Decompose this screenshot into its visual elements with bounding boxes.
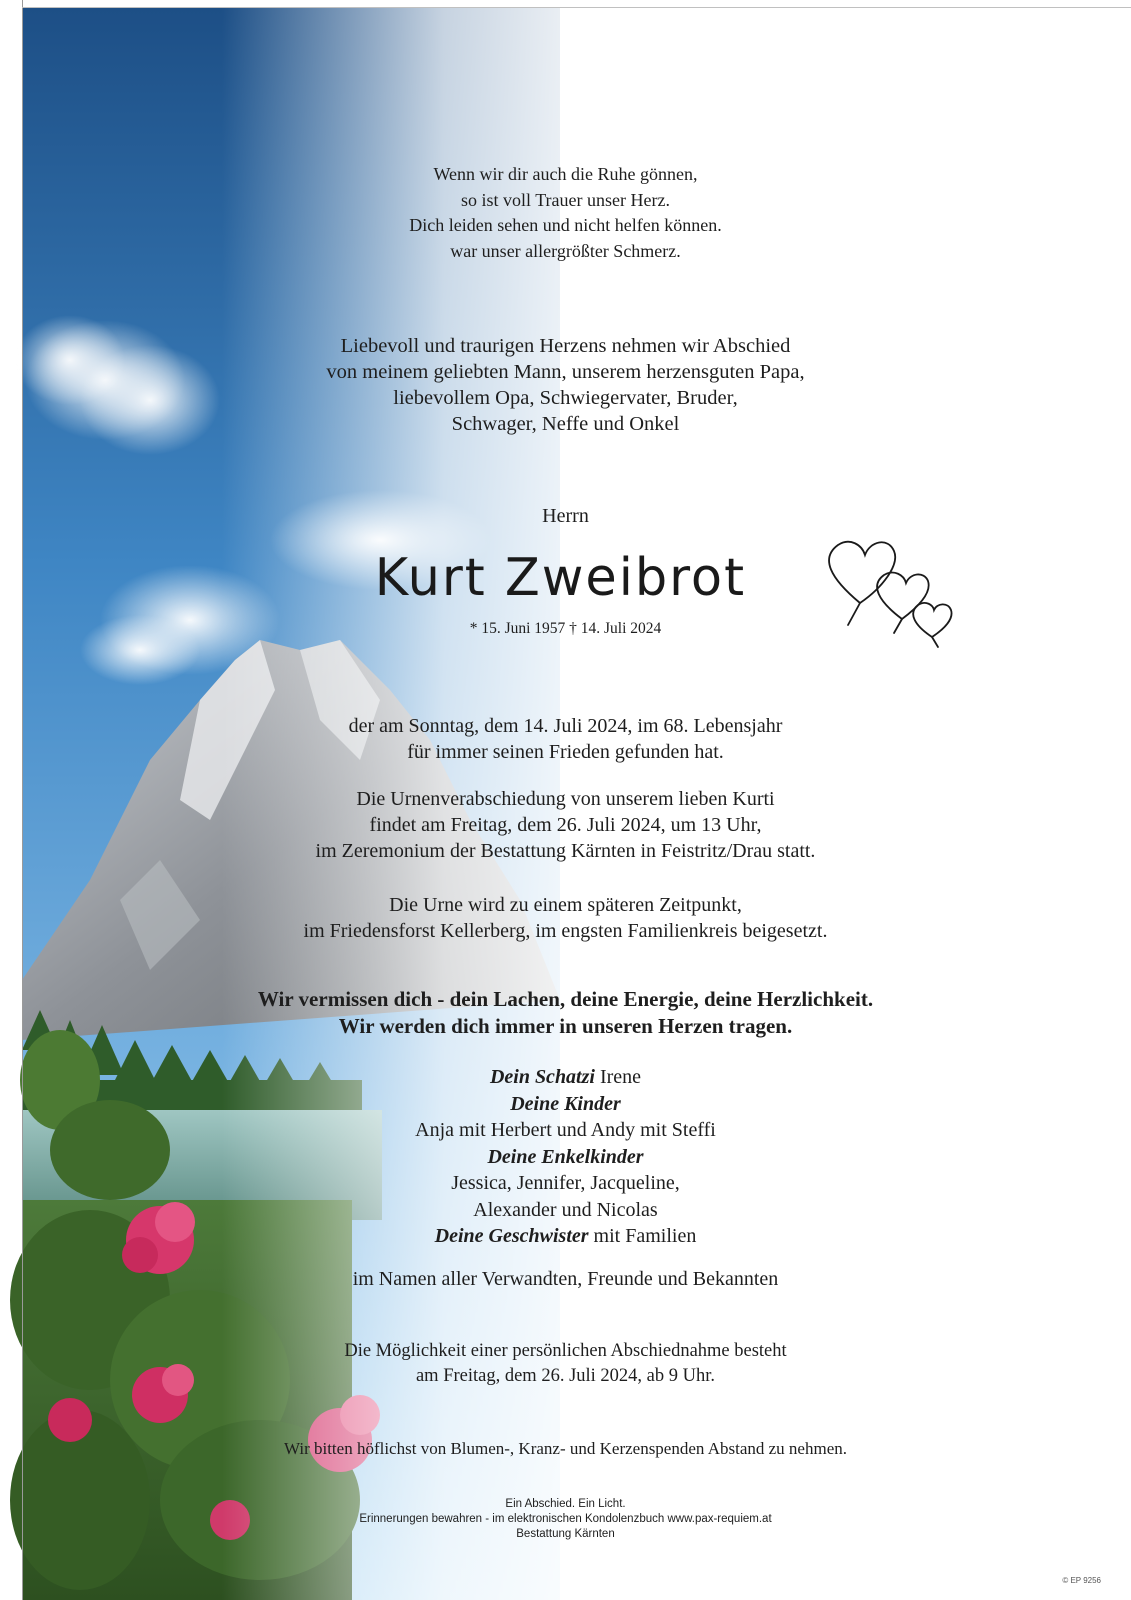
farewell-line: am Freitag, dem 26. Juli 2024, ab 9 Uhr.: [415, 1366, 716, 1386]
print-code: © EP 9256: [1062, 1576, 1101, 1585]
family-list: [0, 1064, 1131, 1250]
intro-line: von meinem geliebten Mann, unserem herzensguten Papa,: [326, 361, 805, 383]
poem-line: Wenn wir dir auch die Ruhe gönnen,: [433, 164, 698, 184]
poem: [0, 162, 1131, 264]
missing-line: Wir vermissen dich - dein Lachen, deine Energie, deine Herzlichkeit.: [257, 987, 874, 1011]
family-role: Deine Kinder: [510, 1092, 621, 1115]
family-member: Jessica, Jennifer, Jacqueline,: [451, 1172, 680, 1194]
intro-line: Schwager, Neffe und Onkel: [451, 413, 680, 435]
ceremony-line: Die Urnenverabschiedung von unserem lieben Kurti: [356, 788, 775, 810]
intro-line: Liebevoll und traurigen Herzens nehmen wir Abschied: [340, 335, 791, 357]
family-role: Deine Enkelkinder: [487, 1145, 644, 1168]
death-notice-line: der am Sonntag, dem 14. Juli 2024, im 68. Lebensjahr: [348, 715, 783, 737]
intro-line: liebevollem Opa, Schwiegervater, Bruder,: [393, 387, 738, 409]
urn-line: Die Urne wird zu einem späteren Zeitpunkt,: [389, 894, 742, 916]
missing-you-text: [0, 986, 1131, 1040]
ceremony-line: im Zeremonium der Bestattung Kärnten in Feistritz/Drau statt.: [315, 840, 816, 862]
family-member: mit Familien: [588, 1225, 697, 1247]
intro-text: [0, 333, 1131, 437]
farewell-line: Die Möglichkeit einer persönlichen Abschiednahme besteht: [344, 1341, 787, 1361]
family-role: Deine Geschwister: [434, 1225, 589, 1247]
urn-line: im Friedensforst Kellerberg, im engsten Familienkreis beigesetzt.: [303, 920, 828, 942]
ceremony-line: findet am Freitag, dem 26. Juli 2024, um 13 Uhr,: [369, 814, 762, 836]
death-notice-line: für immer seinen Frieden gefunden hat.: [407, 741, 724, 763]
family-siblings: [0, 1223, 1131, 1250]
family-role: Dein Schatzi: [489, 1066, 595, 1088]
family-member: Anja mit Herbert und Andy mit Steffi: [415, 1119, 716, 1141]
poem-line: Dich leiden sehen und nicht helfen können.: [409, 215, 722, 235]
death-notice: [0, 713, 1131, 765]
farewell-info: [0, 1339, 1131, 1389]
missing-line: Wir werden dich immer in unseren Herzen tragen.: [338, 1014, 793, 1038]
salutation: Herrn: [542, 505, 589, 527]
donations-note: Wir bitten höflichst von Blumen-, Kranz- und Kerzenspenden Abstand zu nehmen.: [283, 1439, 847, 1458]
footer-line: Ein Abschied. Ein Licht.: [505, 1498, 626, 1510]
family-member: Alexander und Nicolas: [473, 1198, 658, 1221]
footer: [0, 1497, 1131, 1542]
poem-line: war unser allergrößter Schmerz.: [450, 240, 681, 261]
ceremony-info: [0, 786, 1131, 864]
family-member: Irene: [594, 1066, 642, 1088]
poem-line: so ist voll Trauer unser Herz.: [461, 189, 670, 210]
urn-info: [0, 892, 1131, 944]
on-behalf-text: im Namen aller Verwandten, Freunde und Bekannten: [352, 1268, 779, 1290]
deceased-name: Kurt Zweibrot: [374, 548, 746, 608]
life-dates: * 15. Juni 1957 † 14. Juli 2024: [469, 620, 662, 637]
footer-line: Erinnerungen bewahren - im elektronischen Kondolenzbuch www.pax-requiem.at: [359, 1513, 772, 1525]
deceased-name-container: [290, 548, 830, 608]
footer-line: Bestattung Kärnten: [516, 1528, 615, 1540]
family-wife: [0, 1064, 1131, 1091]
